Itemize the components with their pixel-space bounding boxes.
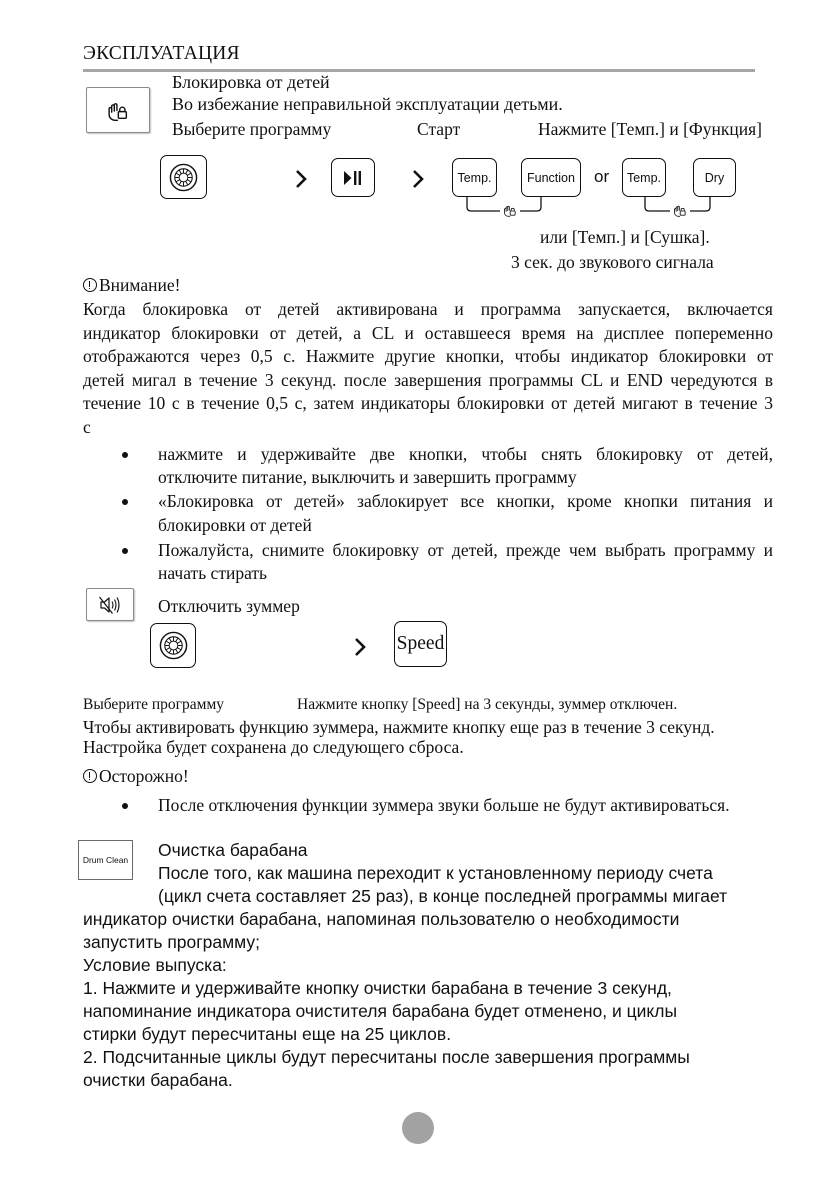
bullet-icon — [122, 548, 128, 554]
list-item-line: Пожалуйста, снимите блокировку от детей, прежде чем выбрать программу и — [158, 540, 773, 560]
attention-line: течение 10 с в течение 0,5 с, затем индикаторы блокировки от детей мигают в течение 3 — [83, 393, 773, 413]
drum-clean-body — [83, 908, 690, 1092]
list-item-line: нажмите и удерживайте две кнопки, чтобы снять блокировку от детей, — [158, 444, 773, 464]
function-button-label: Function — [527, 170, 575, 185]
bullet-icon — [122, 452, 128, 458]
start-pause-button-image — [331, 158, 375, 197]
child-lock-description: Во избежание неправильной эксплуатации детьми. — [172, 94, 563, 114]
attention-label: Внимание! — [99, 275, 181, 295]
buzzer-note: Настройка будет сохранена до следующего сброса. — [83, 737, 464, 757]
temp-button-image — [452, 158, 497, 197]
dry-button-image — [693, 158, 736, 197]
drum-clean-line: очистки барабана. — [83, 1070, 233, 1090]
caution-heading — [83, 765, 189, 788]
buzzer-caption-select: Выберите программу — [83, 696, 225, 713]
speed-button-label: Speed — [396, 633, 445, 654]
program-dial-icon — [158, 630, 189, 661]
attention-line: Когда блокировка от детей активирована и программа запускается, включается — [83, 299, 773, 319]
drum-clean-line: запустить программу; — [83, 932, 260, 952]
page-number-marker — [402, 1112, 434, 1144]
speaker-mute-icon — [97, 594, 123, 616]
drum-clean-title: Очистка барабана — [158, 840, 308, 860]
drum-clean-line: После того, как машина переходит к установленному периоду счета — [158, 863, 713, 883]
bullet-icon — [122, 499, 128, 505]
program-dial-icon — [168, 162, 199, 193]
child-lock-icon-box — [86, 87, 150, 133]
attention-line: индикатор блокировки от детей, а CL и оставшееся время на дисплее попеременно — [83, 322, 773, 343]
drum-clean-line: 1. Нажмите и удерживайте кнопку очистки барабана в течение 3 секунд, — [83, 978, 672, 998]
step-start-label: Старт — [417, 119, 461, 139]
list-item-line: После отключения функции зуммера звуки больше не будут активироваться. — [158, 795, 730, 815]
step-select-label: Выберите программу — [172, 119, 332, 139]
drum-clean-line: стирки будут пересчитаны еще на 25 циклов. — [83, 1024, 452, 1044]
drum-clean-icon-label: Drum Clean — [82, 855, 129, 865]
child-lock-title: Блокировка от детей — [172, 72, 330, 92]
temp-alt-button-label: Temp. — [626, 170, 662, 185]
lock-bracket-temp-dry — [640, 196, 716, 220]
list-item-line: «Блокировка от детей» заблокирует все кнопки, кроме кнопки питания и — [158, 491, 773, 511]
list-item-line: блокировки от детей — [158, 515, 312, 535]
lock-bracket-temp-function — [462, 196, 548, 220]
drum-clean-line: индикатор очистки барабана, напоминая пользователю о необходимости — [83, 909, 680, 929]
page-header-title: ЭКСПЛУАТАЦИЯ — [83, 43, 240, 64]
exclamation-circle-icon — [83, 278, 97, 292]
or-label: or — [594, 167, 610, 186]
drum-clean-intro — [158, 839, 727, 908]
caution-label: Осторожно! — [99, 766, 189, 786]
buzzer-note: Чтобы активировать функцию зуммера, нажмите кнопку еще раз в течение 3 секунд. — [83, 717, 715, 737]
drum-clean-line: 2. Подсчитанные циклы будут пересчитаны после завершения программы — [83, 1047, 690, 1067]
hold-time-note: 3 сек. до звукового сигнала — [511, 252, 714, 272]
play-pause-icon — [342, 169, 364, 187]
speed-button-image — [394, 621, 447, 667]
attention-heading — [83, 274, 180, 297]
exclamation-circle-icon — [83, 769, 97, 783]
drum-clean-icon-box — [78, 840, 133, 880]
program-dial-button-image — [160, 155, 207, 199]
child-lock-icon — [105, 97, 131, 123]
attention-line: с — [83, 416, 91, 437]
buzzer-title: Отключить зуммер — [158, 596, 300, 616]
alternative-combination: или [Темп.] и [Сушка]. — [540, 227, 710, 247]
dry-button-label: Dry — [704, 170, 725, 185]
attention-line: детей мигал в течение 3 секунд. после завершения программы CL и END чередуются в — [83, 369, 773, 390]
function-button-image — [521, 158, 581, 197]
temp-alt-button-image — [622, 158, 666, 197]
list-item-line: отключите питание, выключить и завершить программу — [158, 467, 577, 487]
step-press-label: Нажмите [Темп.] и [Функция] — [538, 119, 762, 139]
buzzer-mute-icon-box — [86, 588, 134, 621]
buzzer-caption-press: Нажмите кнопку [Speed] на 3 секунды, зуммер отключен. — [297, 696, 678, 713]
temp-button-label: Temp. — [457, 170, 492, 185]
drum-clean-line: (цикл счета составляет 25 раз), в конце последней программы мигает — [158, 886, 728, 906]
drum-clean-line: Условие выпуска: — [83, 955, 227, 975]
chevron-right-icon — [295, 169, 307, 189]
attention-line: отображаются через 0,5 с. Нажмите другие кнопки, чтобы индикатор блокировки от — [83, 346, 773, 366]
drum-clean-line: напоминание индикатора очистителя барабана будет отменено, и циклы — [83, 1001, 678, 1021]
list-item-line: начать стирать — [158, 563, 268, 583]
chevron-right-icon — [354, 637, 366, 657]
program-dial-button-image — [150, 623, 196, 668]
bullet-icon — [122, 803, 128, 809]
chevron-right-icon — [412, 169, 424, 189]
